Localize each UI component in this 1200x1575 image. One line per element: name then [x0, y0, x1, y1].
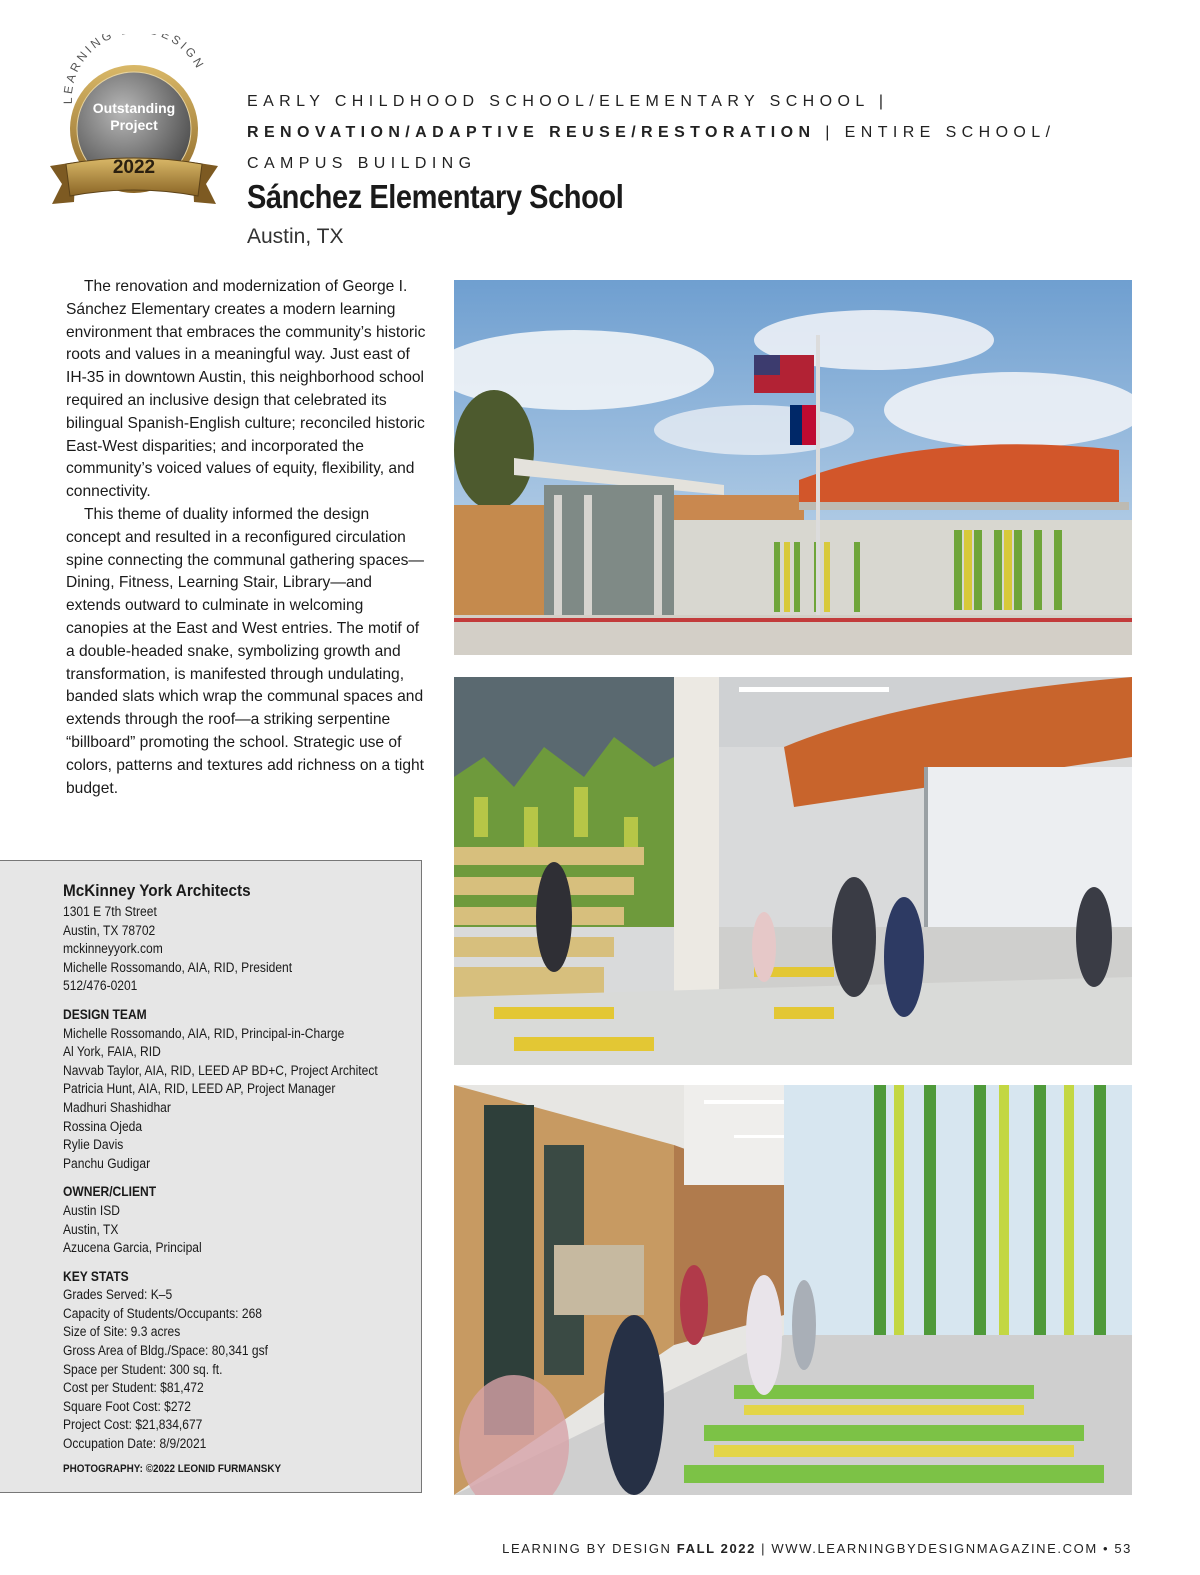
footer-url-page: | WWW.LEARNINGBYDESIGNMAGAZINE.COM • 53 — [755, 1541, 1132, 1556]
team-member: Panchu Gudigar — [63, 1155, 151, 1171]
photography-credit: PHOTOGRAPHY: ©2022 LEONID FURMANSKY — [63, 1462, 282, 1475]
address-line: 1301 E 7th Street — [63, 904, 157, 919]
paragraph-2: This theme of duality informed the design concept and resulted in a reconfigured circulation spine connecting the communal gathering spaces—Dining, Fitness, Learning Stair, Library—and extends outward to culminate in welcoming canopies at the East and West entries. The motif of a double-headed snake, symbolizing growth and transformation, is manifested through undulating, banded slats which wrap the communal spaces and extends through the roof—a striking serpentine “billboard” promoting the school. Strategic use of colors, patterns and textures add richness on a tight budget. — [66, 505, 425, 797]
owner-list — [63, 1202, 378, 1258]
stat-line: Occupation Date: 8/9/2021 — [63, 1436, 207, 1452]
firm-name: McKinney York Architects — [63, 881, 251, 900]
key-stats-list — [63, 1286, 378, 1453]
stat-line: Cost per Student: $81,472 — [63, 1380, 204, 1396]
owner-line: Austin ISD — [63, 1202, 120, 1218]
team-member: Madhuri Shashidhar — [63, 1099, 171, 1115]
team-member: Michelle Rossomando, AIA, RID, Principal-in-Charge — [63, 1025, 345, 1041]
stat-line: Space per Student: 300 sq. ft. — [63, 1361, 223, 1377]
footer-issue: FALL 2022 — [676, 1541, 756, 1556]
corridor-photo — [454, 1085, 1132, 1495]
location: Austin, TX — [247, 225, 344, 248]
category-line-3: CAMPUS BUILDING — [247, 155, 477, 172]
paragraph-1: The renovation and modernization of George I. Sánchez Elementary creates a modern learning environment that embraces the community’s historic roots and values in a meaningful way. Just east of IH-35 in downtown Austin, this neighborhood school required an inclusive design that celebrated its bilingual Spanish-English culture; reconciled historic East-West disparities; and incorporated the community’s voiced values of equity, flexibility, and connectivity. — [66, 278, 426, 501]
owner-heading: OWNER/CLIENT — [63, 1184, 157, 1200]
team-member: Navvab Taylor, AIA, RID, LEED AP BD+C, Project Architect — [63, 1062, 378, 1078]
category-bold: RENOVATION/ADAPTIVE REUSE/RESTORATION — [247, 124, 816, 141]
stat-line: Gross Area of Bldg./Space: 80,341 gsf — [63, 1343, 269, 1359]
design-team-heading: DESIGN TEAM — [63, 1006, 147, 1022]
team-member: Al York, FAIA, RID — [63, 1044, 161, 1060]
address-line: mckinneyyork.com — [63, 941, 163, 957]
firm-address — [63, 903, 378, 996]
category-line-2-rest: | ENTIRE SCHOOL/ — [815, 124, 1056, 141]
exterior-photo — [454, 280, 1132, 655]
badge-award-text: Outstanding Project — [92, 100, 176, 133]
credits-content — [63, 879, 378, 1478]
article-body — [66, 276, 428, 800]
badge-arc-text: LEARNING ESIGN — [60, 34, 208, 105]
team-member: Rossina Ojeda — [63, 1118, 143, 1134]
award-badge — [44, 34, 224, 209]
team-member: Rylie Davis — [63, 1137, 124, 1153]
stat-line: Capacity of Students/Occupants: 268 — [63, 1305, 262, 1321]
badge-year: 2022 — [112, 157, 156, 178]
footer-magazine: LEARNING BY DESIGN — [502, 1541, 677, 1556]
stat-line: Grades Served: K–5 — [63, 1287, 173, 1303]
credits-box — [0, 860, 422, 1493]
category-line-1: EARLY CHILDHOOD SCHOOL/ELEMENTARY SCHOOL | — [247, 93, 889, 110]
learning-stair-photo — [454, 677, 1132, 1065]
stat-line: Size of Site: 9.3 acres — [63, 1324, 181, 1340]
address-line: Austin, TX 78702 — [63, 922, 156, 938]
team-member: Patricia Hunt, AIA, RID, LEED AP, Project Manager — [63, 1081, 336, 1097]
owner-line: Austin, TX — [63, 1221, 119, 1237]
page-footer — [502, 1541, 1132, 1556]
address-line: Michelle Rossomando, AIA, RID, President — [63, 959, 293, 975]
key-stats-heading: KEY STATS — [63, 1268, 129, 1284]
address-line: 512/476-0201 — [63, 978, 138, 994]
owner-line: Azucena Garcia, Principal — [63, 1240, 202, 1256]
category-line-2 — [247, 117, 1147, 148]
page-title: Sánchez Elementary School — [247, 178, 624, 215]
stat-line: Project Cost: $21,834,677 — [63, 1417, 203, 1433]
design-team-list — [63, 1025, 378, 1174]
category-line — [247, 86, 1147, 179]
stat-line: Square Foot Cost: $272 — [63, 1398, 191, 1414]
